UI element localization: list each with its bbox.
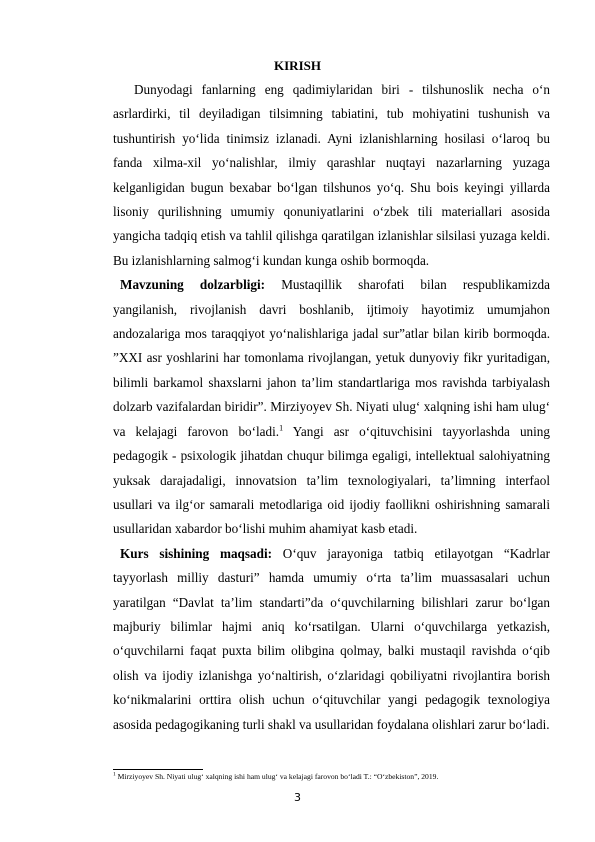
- paragraph-intro: Dunyodagi fanlarning eng qadimiylaridan biri - tilshunoslik necha o‘n asrlardirki, til deyiladigan tilsimning tabiatini, tub mohiyatini tushunish va tushuntirish yo‘lida tinimsiz izlanadi. Ayni izlanishlarning hosilasi o‘laroq bu fanda xilma-xil yo‘nalishlar, ilmiy qarashlar nuqtayi nazarlarning yuzaga kelganligidan bugun bexabar bo‘lgan tilshunos yo‘q. Shu bois keyingi yillarda lisoniy qurilishning umumiy qonuniyatlarini o‘zbek tili materiallari asosida yangicha tadqiq etish va tahlil qilishga qaratilgan izlanishlar silsilasi yuzaga keldi. Bu izlanishlarning salmog‘i kundan kunga oshib bormoqda.: [113, 82, 550, 268]
- goal-text: O‘quv jarayoniga tatbiq etilayotgan “Kadrlar tayyorlash milliy dasturi” hamda umumiy o‘rta ta’lim muassasalari uchun yaratilgan “Davlat ta’lim standarti”da o‘quvchilarning bilishlari zarur bo‘lgan majburiy bilimlar hajmi aniq ko‘rsatilgan. Ularni o‘quvchilarga yetkazish, o‘quvchilarni faqat puxta bilim olibgina qolmay, balki mustaqil ravishda o‘qib olish va ijodiy izlanishga yo‘naltirish, o‘zlaridagi qobiliyatni rivojlantira borish ko‘nikmalarini orttira olish uchun o‘qituvchilar yangi pedagogik texnologiya asosida pedagogikaning turli shakl va usullaridan foydalana olishlari zarur bo‘ladi.: [113, 545, 550, 732]
- footnote-marker: 1: [113, 771, 116, 778]
- page-title: KIRISH: [274, 58, 321, 73]
- relevance-heading: Mavzuning dolzarbligi:: [120, 277, 266, 293]
- footnote: [113, 772, 553, 782]
- page-number: 3: [294, 791, 301, 804]
- footnote-reference[interactable]: 1: [279, 423, 284, 433]
- relevance-text-part2: Yangi asr o‘qituvchisini tayyorlashda uning pedagogik - psixologik jihatdan chuqur bilimga egaligi, intellektual salohiyatning yuksak darajadaligi, innovatsion ta’lim texnologiyalari, ta’limning interfaol usullari va ilg‘or samarali metodlariga oid ijodiy faollikni oshirishning samarali usullaridan xabardor bo‘lishi muhim ahamiyat kasb etadi.: [113, 423, 550, 537]
- document-body: [113, 78, 550, 737]
- goal-heading: Kurs sishining maqsadi:: [120, 545, 273, 561]
- paragraph-relevance: [113, 273, 550, 541]
- footnote-divider: [113, 769, 203, 770]
- footnote-text: Mirziyoyev Sh. Niyati ulug‘ xalqning ishi ham ulug‘ va kelajagi farovon bo‘ladi T.: “O‘zbekiston”, 2019.: [115, 772, 439, 781]
- relevance-text-part1: Mustaqillik sharofati bilan respublikamizda yangilanish, rivojlanish davri boshlanib, ijtimoiy hayotimiz umumjahon andozalariga mos taraqqiyot yo‘nalishlariga jadal sur”atlar bilan kirib bormoqda. ”XXI asr yoshlarini har tomonlama rivojlangan, yetuk dunyoviy fikr yuritadigan, bilimli barkamol shaxslarni jahon ta’lim standartlariga mos ravishda tarbiyalash dolzarb vazifalardan biridir”. Mirziyoyev Sh. Niyati ulug‘ xalqning ishi ham ulug‘ va kelajagi farovon bo‘ladi.: [113, 277, 551, 439]
- paragraph-goal: [113, 542, 550, 737]
